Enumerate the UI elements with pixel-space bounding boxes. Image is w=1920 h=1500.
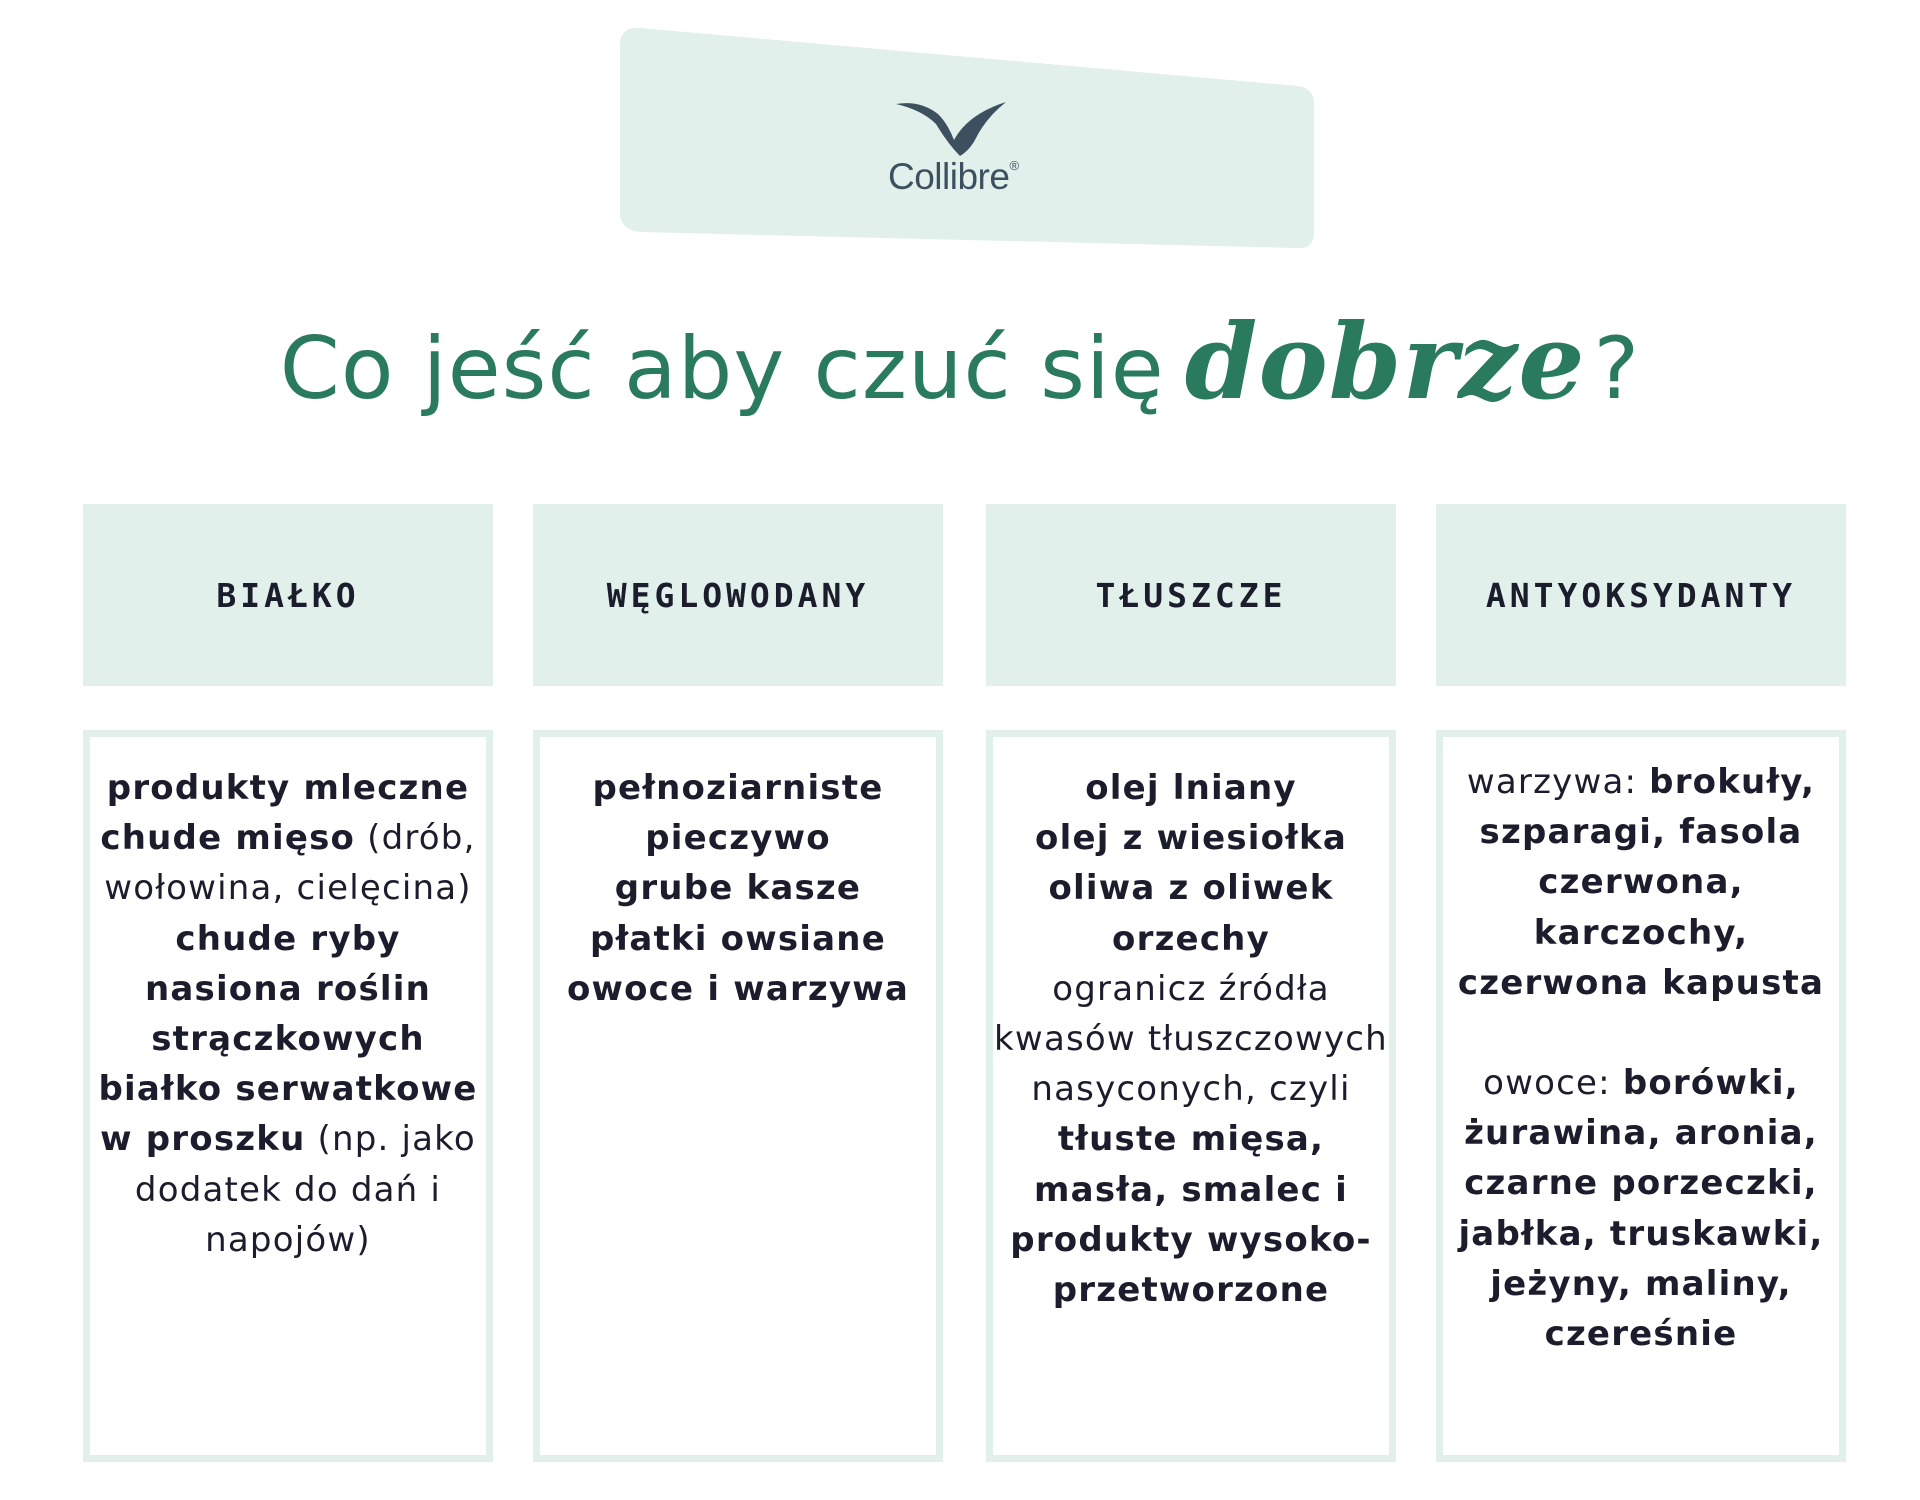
item-bold: owoce i warzywa (566, 968, 910, 1009)
item-regular: (drób, wołowina, cielęcina) (104, 818, 476, 909)
column-text (1443, 757, 1839, 1359)
item-bold: pełnoziarniste pieczywo (592, 768, 884, 859)
column-text (540, 763, 936, 1014)
item-bold: olej lniany (1085, 768, 1297, 808)
column-header-label: BIAŁKO (216, 575, 360, 615)
column-card-carbs (533, 730, 943, 1462)
column-header-protein (83, 504, 493, 686)
title-prefix: Co jeść aby czuć się (279, 319, 1165, 419)
column-header-carbs (533, 504, 943, 686)
item-bold: produkty mleczne (106, 768, 470, 808)
item-bold: białko serwatkowe w proszku (98, 1069, 478, 1160)
item-bold: brokuły, szparagi, fasola czerwona, karczochy, czerwona kapusta (1457, 762, 1825, 1003)
column-header-label: TŁUSZCZE (1095, 575, 1287, 615)
item-regular: (np. jako dodatek do dań i napojów) (134, 1119, 476, 1260)
column-text (90, 763, 486, 1265)
column-header-label: WĘGLOWODANY (606, 575, 870, 615)
column-header-antioxidants (1436, 504, 1846, 686)
item-bold: oliwa z oliwek (1048, 868, 1334, 909)
item-bold: chude mięso (100, 818, 356, 859)
item-regular: ogranicz źródła kwasów tłuszczowych nasyconych, czyli (994, 968, 1388, 1110)
item-bold: tłuste mięsa, masła, smalec i produkty wysoko-przetworzone (1010, 1119, 1372, 1311)
column-card-antioxidants (1436, 730, 1846, 1462)
item-bold: orzechy (1112, 918, 1270, 959)
column-header-label: ANTYOKSYDANTY (1485, 575, 1797, 615)
item-bold: płatki owsiane (590, 918, 886, 959)
item-bold: chude ryby (175, 918, 401, 959)
column-card-protein (83, 730, 493, 1462)
item-bold: grube kasze (614, 868, 862, 909)
hummingbird-icon (890, 100, 1010, 160)
item-regular: owoce: (1483, 1063, 1623, 1104)
column-text (993, 763, 1389, 1315)
column-card-fats (986, 730, 1396, 1462)
item-bold: olej z wiesiołka (1035, 818, 1347, 859)
brand-logo-text: Collibre® (888, 156, 1019, 197)
title-accent: dobrze (1184, 300, 1586, 423)
item-regular: warzywa: (1466, 762, 1650, 802)
item-bold: borówki, żurawina, aronia, czarne porzeczki, jabłka, truskawki, jeżyny, maliny, czereśnie (1458, 1063, 1824, 1355)
page-title (0, 300, 1920, 423)
item-bold: nasiona roślin strączkowych (144, 968, 432, 1060)
column-header-fats (986, 504, 1396, 686)
title-suffix: ? (1593, 319, 1641, 419)
